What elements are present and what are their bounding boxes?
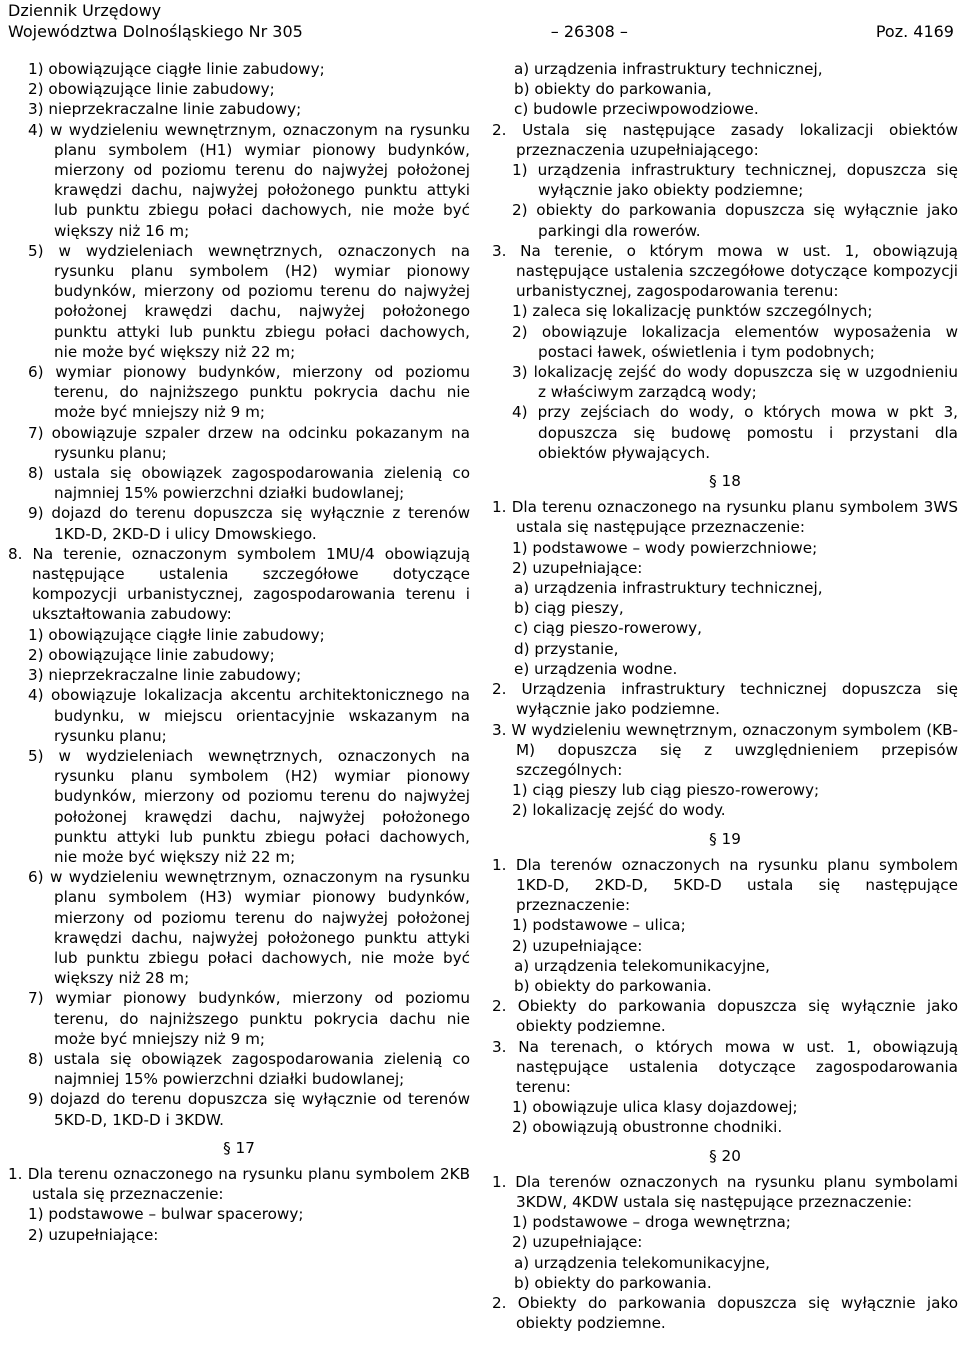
section-heading: § 19 (709, 829, 741, 848)
list-item: 2) obowiązuje lokalizacja elementów wyposażenia w postaci ławek, oświetlenia i tym podobnych; (512, 322, 958, 361)
list-item: 1) obowiązuje ulica klasy dojazdowej; (512, 1098, 798, 1117)
list-item: 1) podstawowe – bulwar spacerowy; (28, 1205, 304, 1224)
section-heading: § 17 (223, 1138, 255, 1157)
list-item: b) obiekty do parkowania. (514, 1273, 712, 1292)
list-item: 1) podstawowe – wody powierzchniowe; (512, 538, 818, 557)
left-column (8, 59, 470, 1245)
section-heading: § 20 (709, 1146, 741, 1165)
list-item: 3) nieprzekraczalne linie zabudowy; (28, 666, 302, 685)
list-item: 1) ciąg pieszy lub ciąg pieszo-rowerowy; (512, 781, 820, 800)
list-item: 7) wymiar pionowy budynków, mierzony od poziomu terenu, do najniższego punktu pokrycia dachu nie może być mniejszy niż 9 m; (28, 989, 470, 1048)
list-item: 3) lokalizację zejść do wody dopuszcza się w uzgodnieniu z właściwym zarządcą wody; (512, 363, 958, 402)
list-item: a) urządzenia infrastruktury technicznej, (514, 60, 823, 78)
list-item: c) budowle przeciwpowodziowe. (514, 100, 759, 119)
page-header (8, 0, 954, 42)
journal-title: Dziennik Urzędowy (8, 1, 162, 20)
page-number: – 26308 – (550, 22, 628, 41)
numbered-paragraph: 1. Dla terenów oznaczonych na rysunku planu symbolami 3KDW, 4KDW ustala się następujące przeznaczenie: (492, 1172, 958, 1211)
journal-issue: Województwa Dolnośląskiego Nr 305 (8, 22, 303, 41)
list-item: 4) przy zejściach do wody, o których mowa w pkt 3, dopuszcza się budowę pomostu i przystani dla obiektów pływających. (512, 403, 958, 462)
list-item: c) ciąg pieszo-rowerowy, (514, 619, 702, 638)
list-item: 2) uzupełniające: (512, 558, 643, 577)
numbered-paragraph: 2. Ustala się następujące zasady lokalizacji obiektów przeznaczenia uzupełniającego: (492, 120, 958, 159)
list-item: d) przystanie, (514, 639, 619, 658)
numbered-paragraph: 3. W wydzieleniu wewnętrznym, oznaczonym symbolem (KB-M) dopuszcza się z uwzględnieniem przepisów szczególnych: (492, 720, 958, 779)
list-item: 1) obowiązujące ciągłe linie zabudowy; (28, 60, 325, 78)
list-item: 9) dojazd do terenu dopuszcza się wyłącznie z terenów 1KD-D, 2KD-D i ulicy Dmowskiego. (28, 504, 470, 543)
numbered-paragraph: 3. Na terenach, o których mowa w ust. 1, obowiązują następujące ustalenia dotyczące zagospodarowania terenu: (492, 1037, 958, 1096)
list-item: 1) zaleca się lokalizację punktów szczególnych; (512, 302, 873, 321)
section-heading: § 18 (709, 472, 741, 491)
list-item: 5) w wydzieleniach wewnętrznych, oznaczonych na rysunku planu symbolem (H2) wymiar pionowy budynków, mierzony od poziomu terenu do najwyżej położonej krawędzi dachu, najwyżej położonego punktu attyki lub punktu zbiegu połaci dachowych, nie może być większy niż 22 m; (28, 241, 470, 361)
list-item: 1) urządzenia infrastruktury technicznej, dopuszcza się wyłącznie jako obiekty podziemne; (512, 161, 958, 200)
header-row (8, 21, 954, 42)
list-item: e) urządzenia wodne. (514, 659, 678, 678)
numbered-paragraph: 1. Dla terenu oznaczonego na rysunku planu symbolem 2KB ustala się przeznaczenie: (8, 1164, 470, 1204)
list-item: a) urządzenia infrastruktury technicznej, (514, 579, 823, 598)
list-item: 7) obowiązuje szpaler drzew na odcinku pokazanym na rysunku planu; (28, 423, 470, 462)
numbered-paragraph: 2. Urządzenia infrastruktury technicznej dopuszcza się wyłącznie jako podziemne. (492, 680, 958, 719)
numbered-paragraph: 2. Obiekty do parkowania dopuszcza się wyłącznie jako obiekty podziemne. (492, 1293, 958, 1333)
list-item: 5) w wydzieleniach wewnętrznych, oznaczonych na rysunku planu symbolem (H2) wymiar pionowy budynków, mierzony od poziomu terenu do najwyżej położonej krawędzi dachu, najwyżej położonego punktu attyki lub punktu zbiegu połaci dachowych, nie może być większy niż 22 m; (28, 746, 470, 866)
numbered-paragraph: 2. Obiekty do parkowania dopuszcza się wyłącznie jako obiekty podziemne. (492, 997, 958, 1036)
list-item: 6) w wydzieleniu wewnętrznym, oznaczonym na rysunku planu symbolem (H3) wymiar pionowy budynków, mierzony od poziomu terenu do najwyżej położonej krawędzi dachu, najwyżej położonego punktu attyki lub punktu zbiegu połaci dachowych, nie może być większy niż 28 m; (28, 868, 470, 988)
list-item: 2) uzupełniające: (512, 1233, 643, 1252)
list-item: b) ciąg pieszy, (514, 599, 624, 618)
list-item: b) obiekty do parkowania, (514, 80, 712, 99)
list-item: 2) obiekty do parkowania dopuszcza się wyłącznie jako parkingi dla rowerów. (512, 201, 958, 240)
position-number: Poz. 4169 (875, 22, 954, 41)
list-item: a) urządzenia telekomunikacyjne, (514, 1253, 771, 1272)
list-item: 2) obowiązujące linie zabudowy; (28, 645, 275, 664)
list-item: 3) nieprzekraczalne linie zabudowy; (28, 100, 302, 119)
list-item: 4) w wydzieleniu wewnętrznym, oznaczonym na rysunku planu symbolem (H1) wymiar pionowy budynków, mierzony od poziomu terenu do najwyżej położonej krawędzi dachu, najwyżej położonego punktu attyki lub punktu zbiegu połaci dachowych, nie może być większy niż 16 m; (28, 120, 470, 240)
list-item: 8) ustala się obowiązek zagospodarowania zielenią co najmniej 15% powierzchni działki budowlanej; (28, 1049, 470, 1089)
list-item: 2) obowiązują obustronne chodniki. (512, 1118, 783, 1137)
list-item: 2) uzupełniające: (28, 1225, 159, 1244)
list-item: 1) podstawowe – ulica; (512, 916, 686, 935)
list-item: 1) podstawowe – droga wewnętrzna; (512, 1213, 791, 1232)
list-item: 2) obowiązujące linie zabudowy; (28, 80, 275, 99)
list-item: 1) obowiązujące ciągłe linie zabudowy; (28, 625, 325, 644)
numbered-paragraph: 3. Na terenie, o którym mowa w ust. 1, obowiązują następujące ustalenia szczegółowe dotyczące kompozycji urbanistycznej, zagospodarowania terenu: (492, 241, 958, 301)
list-item: 2) lokalizację zejść do wody. (512, 801, 726, 820)
numbered-paragraph: 8. Na terenie, oznaczonym symbolem 1MU/4 obowiązują następujące ustalenia szczegółowe dotyczące kompozycji urbanistycznej, zagospodarowania terenu i ukształtowania zabudowy: (8, 544, 470, 624)
right-column (492, 59, 958, 1333)
numbered-paragraph: 1. Dla terenu oznaczonego na rysunku planu symbolem 3WS ustala się następujące przeznaczenie: (492, 498, 958, 537)
list-item: a) urządzenia telekomunikacyjne, (514, 956, 771, 975)
list-item: b) obiekty do parkowania. (514, 976, 712, 995)
list-item: 2) uzupełniające: (512, 936, 643, 955)
list-item: 6) wymiar pionowy budynków, mierzony od poziomu terenu, do najniższego punktu pokrycia dachu nie może być mniejszy niż 9 m; (28, 363, 470, 422)
list-item: 9) dojazd do terenu dopuszcza się wyłącznie od terenów 5KD-D, 1KD-D i 3KDW. (28, 1090, 470, 1129)
list-item: 8) ustala się obowiązek zagospodarowania zielenią co najmniej 15% powierzchni działki budowlanej; (28, 464, 470, 503)
list-item: 4) obowiązuje lokalizacja akcentu architektonicznego na budynku, w miejscu orientacyjnie wskazanym na rysunku planu; (28, 686, 470, 745)
numbered-paragraph: 1. Dla terenów oznaczonych na rysunku planu symbolem 1KD-D, 2KD-D, 5KD-D ustala się następujące przeznaczenie: (492, 855, 958, 915)
